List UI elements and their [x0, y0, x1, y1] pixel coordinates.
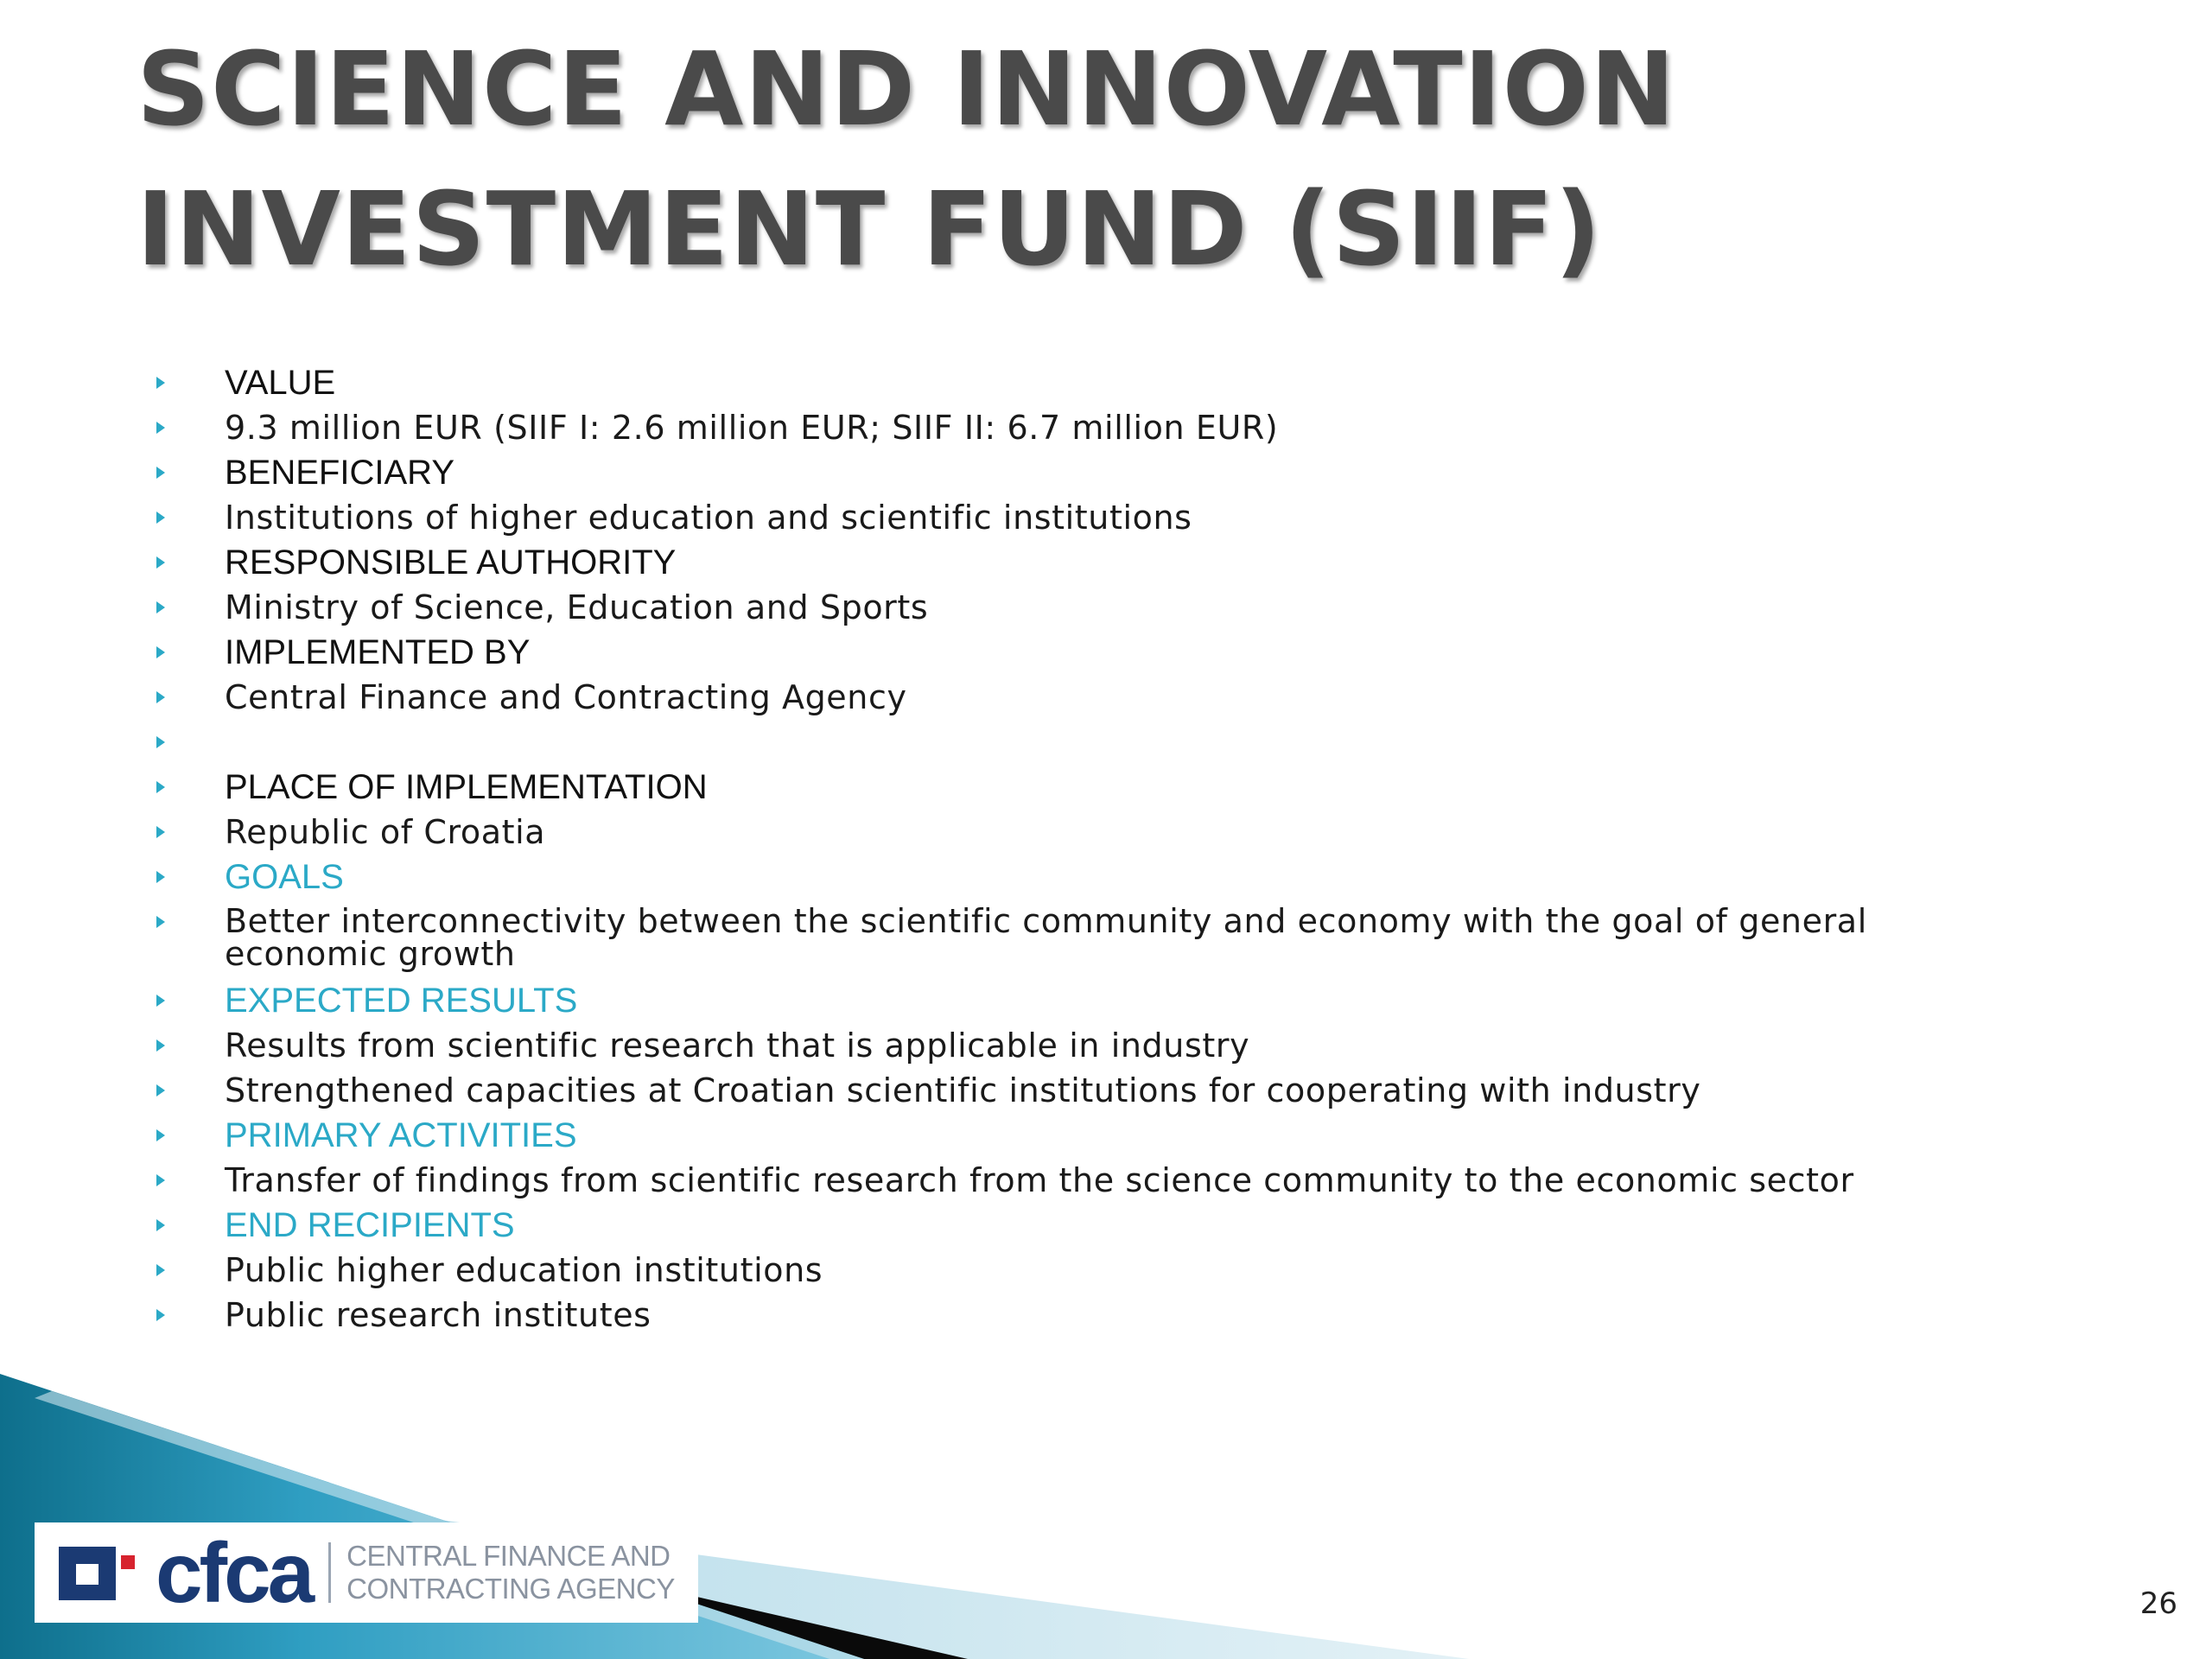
cfca-square-logo-icon [48, 1538, 152, 1607]
page-number: 26 [2139, 1586, 2177, 1621]
triangle-bullet-icon [156, 1158, 225, 1187]
logo-subtitle [346, 1540, 675, 1605]
bullet-text: Central Finance and Contracting Agency [225, 678, 907, 716]
bullet-text: Institutions of higher education and scientific institutions [225, 499, 1192, 537]
bullet-heading: PLACE OF IMPLEMENTATION [225, 768, 708, 806]
bullet-section-heading: PRIMARY ACTIVITIES [225, 1116, 577, 1154]
cfca-wordmark: cfca [156, 1525, 312, 1620]
bullet-text: Results from scientific research that is applicable in industry [225, 1027, 1250, 1065]
triangle-bullet-icon [156, 675, 225, 704]
bullet-text: Public higher education institutions [225, 1251, 823, 1289]
bullet-item [156, 978, 2022, 1023]
triangle-bullet-icon [156, 855, 225, 884]
triangle-bullet-icon [156, 1203, 225, 1232]
triangle-bullet-icon [156, 540, 225, 569]
bullet-item [156, 675, 2022, 720]
bullet-item [156, 1023, 2022, 1068]
bullet-text: Transfer of findings from scientific research from the science community to the economic sector [225, 1161, 1854, 1199]
triangle-bullet-icon [156, 978, 225, 1007]
cfca-logo [35, 1522, 698, 1623]
bullet-item [156, 540, 2022, 585]
logo-subtitle-line-1: CENTRAL FINANCE AND [346, 1540, 671, 1572]
bullet-item [156, 855, 2022, 899]
bullet-item [156, 1068, 2022, 1113]
triangle-bullet-icon [156, 810, 225, 839]
logo-subtitle-line-2: CONTRACTING AGENCY [346, 1573, 675, 1605]
triangle-bullet-icon [156, 585, 225, 614]
triangle-bullet-icon [156, 1068, 225, 1097]
bullet-text: Strengthened capacities at Croatian scientific institutions for cooperating with industry [225, 1071, 1701, 1109]
triangle-bullet-icon [156, 405, 225, 435]
bullet-text: Ministry of Science, Education and Sports [225, 588, 929, 626]
bullet-item [156, 495, 2022, 540]
slide-title-line-2: INVESTMENT FUND (SIIF) [137, 169, 1602, 289]
bullet-item [156, 810, 2022, 855]
bullet-section-heading: END RECIPIENTS [225, 1206, 515, 1244]
bullet-section-heading: GOALS [225, 858, 344, 896]
triangle-bullet-icon [156, 765, 225, 794]
bullet-heading: IMPLEMENTED BY [225, 633, 531, 671]
bullet-text: Public research institutes [225, 1296, 652, 1334]
bullet-heading: VALUE [225, 364, 336, 402]
bullet-item [156, 1158, 2022, 1203]
triangle-bullet-icon [156, 1293, 225, 1322]
bullet-section-heading: EXPECTED RESULTS [225, 982, 578, 1020]
bullet-heading: BENEFICIARY [225, 454, 454, 492]
bullet-item [156, 899, 2022, 978]
triangle-bullet-icon [156, 360, 225, 390]
triangle-bullet-icon [156, 630, 225, 659]
bullet-item [156, 765, 2022, 810]
logo-divider [328, 1542, 331, 1603]
triangle-bullet-icon [156, 450, 225, 480]
bullet-text: 9.3 million EUR (SIIF I: 2.6 million EUR; SIIF II: 6.7 million EUR) [225, 409, 1279, 447]
bullet-item [156, 1248, 2022, 1293]
bullet-heading: RESPONSIBLE AUTHORITY [225, 543, 677, 582]
triangle-bullet-icon [156, 1113, 225, 1142]
bullet-item [156, 1203, 2022, 1248]
bullet-item [156, 405, 2022, 450]
bullet-item [156, 585, 2022, 630]
bullet-item [156, 1293, 2022, 1338]
slide-title [137, 19, 1676, 299]
triangle-bullet-icon [156, 1248, 225, 1277]
bullet-item [156, 720, 2022, 765]
slide-title-line-1: SCIENCE AND INNOVATION [137, 29, 1676, 149]
bullet-text: Better interconnectivity between the scientific community and economy with the goal of general economic growth [225, 902, 1867, 973]
triangle-bullet-icon [156, 495, 225, 524]
triangle-bullet-icon [156, 1023, 225, 1052]
triangle-bullet-icon [156, 899, 225, 929]
bullet-item [156, 630, 2022, 675]
bullet-list [156, 360, 2022, 1338]
bullet-item [156, 1113, 2022, 1158]
triangle-bullet-icon [156, 720, 225, 749]
bullet-text: Republic of Croatia [225, 813, 546, 851]
bullet-item [156, 360, 2022, 405]
bullet-item [156, 450, 2022, 495]
